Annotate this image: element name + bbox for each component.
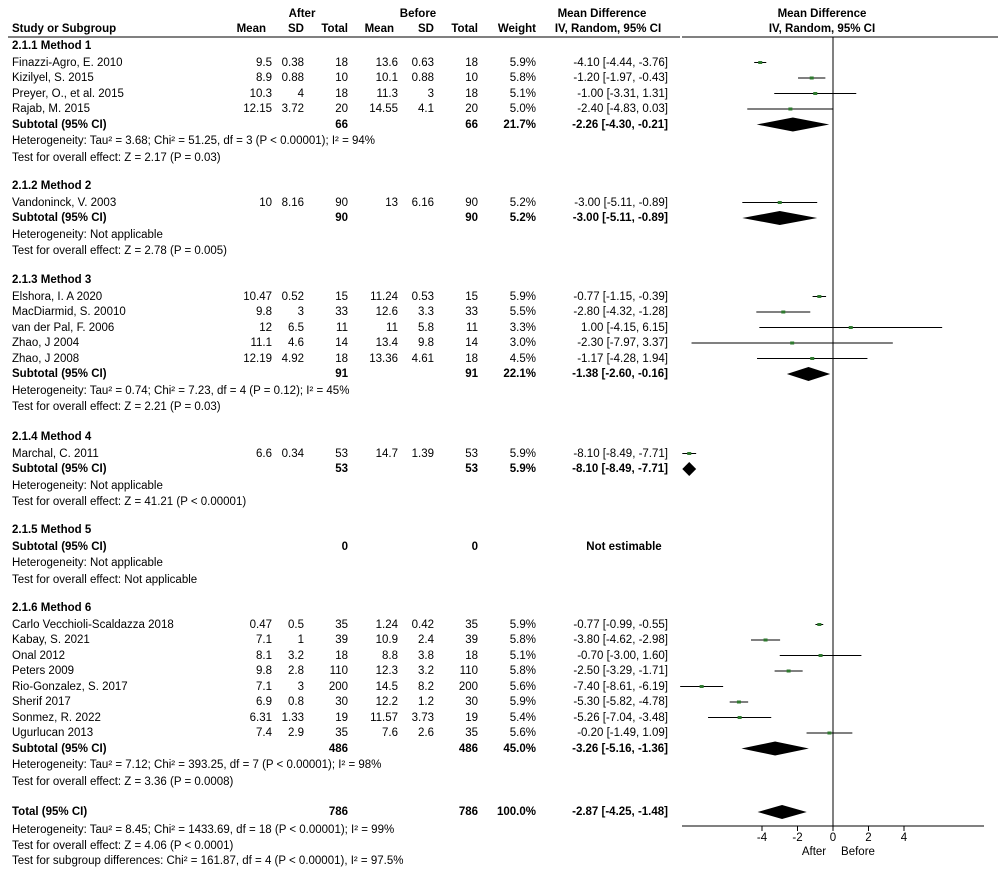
before-total-header: Total — [451, 23, 478, 35]
subtotal-after-total: 91 — [335, 368, 348, 380]
study-name: Ugurlucan 2013 — [12, 727, 94, 739]
before-total: 35 — [465, 618, 478, 631]
after-total: 15 — [335, 290, 348, 303]
before-mean-header: Mean — [364, 23, 394, 35]
before-total: 20 — [465, 103, 478, 115]
subtotal-ci: -2.26 [-4.30, -0.21] — [572, 118, 668, 131]
group-note: Test for overall effect: Not applicable — [12, 573, 198, 586]
footer-note: Test for subgroup differences: Chi² = 161.87, df = 4 (P < 0.00001), I² = 97.5% — [12, 855, 404, 867]
weight: 5.9% — [509, 447, 536, 460]
before-mean: 13.4 — [375, 337, 398, 349]
after-total: 18 — [335, 352, 348, 365]
before-mean: 12.6 — [375, 306, 398, 318]
after-total: 200 — [328, 680, 348, 693]
before-mean: 13.6 — [375, 56, 398, 69]
group-title: 2.1.1 Method 1 — [12, 40, 92, 52]
after-mean: 8.9 — [256, 72, 272, 84]
point-estimate-marker — [790, 342, 794, 345]
weight: 5.2% — [509, 196, 536, 209]
md-ci: -1.00 [-3.31, 1.31] — [577, 87, 668, 100]
before-sd: 3.3 — [418, 306, 434, 318]
before-sd: 3.2 — [418, 665, 434, 677]
subtotal-diamond — [787, 367, 830, 381]
subtotal-diamond — [741, 742, 808, 756]
point-estimate-marker — [849, 326, 853, 329]
total-before: 786 — [458, 806, 478, 818]
x-tick-label: 2 — [865, 832, 872, 844]
weight: 5.9% — [509, 290, 536, 303]
study-name: Sonmez, R. 2022 — [12, 711, 101, 724]
point-estimate-marker — [813, 92, 817, 95]
after-mean: 10.47 — [243, 290, 272, 303]
subtotal-label: Subtotal (95% CI) — [12, 118, 107, 131]
before-total: 18 — [465, 352, 478, 365]
plot-sub-header: IV, Random, 95% CI — [768, 23, 876, 35]
weight: 5.4% — [509, 711, 536, 724]
group-note: Test for overall effect: Z = 2.21 (P = 0.03) — [12, 401, 221, 413]
after-mean: 9.5 — [256, 56, 272, 69]
after-total-header: Total — [321, 23, 348, 35]
before-mean: 11 — [386, 321, 398, 334]
after-axis-label: After — [801, 846, 827, 858]
study-name: Vandoninck, V. 2003 — [12, 196, 117, 209]
after-sd: 0.52 — [281, 290, 304, 303]
after-sd: 6.5 — [288, 321, 304, 334]
before-mean: 7.6 — [382, 727, 398, 739]
study-name: Marchal, C. 2011 — [12, 447, 99, 460]
weight: 5.9% — [509, 696, 536, 708]
study-name: van der Pal, F. 2006 — [12, 321, 115, 334]
before-total: 19 — [465, 711, 478, 724]
md-ci: -2.80 [-4.32, -1.28] — [573, 306, 668, 318]
after-sd: 1.33 — [281, 711, 304, 724]
weight: 3.0% — [509, 337, 536, 349]
point-estimate-marker — [764, 639, 768, 642]
md-ci: 1.00 [-4.15, 6.15] — [581, 321, 668, 334]
study-name: Rio-Gonzalez, S. 2017 — [12, 680, 128, 693]
total-weight: 100.0% — [496, 806, 536, 818]
after-mean: 9.8 — [256, 306, 272, 318]
after-sd: 3 — [297, 306, 304, 318]
md-ci: -2.40 [-4.83, 0.03] — [577, 103, 668, 115]
before-mean: 10.9 — [375, 634, 398, 646]
after-total: 11 — [336, 321, 348, 334]
subtotal-ci: -8.10 [-8.49, -7.71] — [572, 463, 668, 475]
subtotal-weight: 5.9% — [509, 463, 536, 475]
before-total: 10 — [465, 72, 478, 84]
weight-header: Weight — [497, 23, 536, 35]
before-total: 90 — [465, 196, 478, 209]
after-total: 35 — [335, 727, 348, 739]
before-mean: 8.8 — [382, 649, 398, 662]
md-ci: -0.20 [-1.49, 1.09] — [577, 727, 668, 739]
subtotal-before-total: 486 — [458, 742, 478, 755]
subtotal-after-total: 66 — [335, 118, 348, 131]
point-estimate-marker — [810, 77, 814, 80]
before-total: 18 — [465, 56, 478, 69]
group-note: Test for overall effect: Z = 2.17 (P = 0.03) — [12, 151, 221, 164]
md-ci: -1.20 [-1.97, -0.43] — [573, 72, 668, 84]
subtotal-ci: -3.00 [-5.11, -0.89] — [572, 212, 668, 224]
md-ci: -2.50 [-3.29, -1.71] — [573, 665, 668, 677]
weight: 5.5% — [509, 306, 536, 318]
after-mean: 12.19 — [243, 352, 272, 365]
before-mean: 14.55 — [369, 103, 398, 115]
after-sd: 3 — [297, 680, 304, 693]
after-sd: 0.88 — [281, 72, 304, 84]
subtotal-after-total: 0 — [341, 540, 348, 553]
before-sd: 1.39 — [411, 447, 434, 460]
footer-note: Test for overall effect: Z = 4.06 (P < 0.0001) — [12, 839, 234, 852]
after-total: 18 — [335, 87, 348, 100]
point-estimate-marker — [781, 311, 785, 314]
point-estimate-marker — [810, 357, 814, 360]
after-total: 33 — [335, 306, 348, 318]
before-sd: 0.88 — [411, 72, 434, 84]
after-sd: 0.5 — [288, 618, 304, 631]
group-note: Test for overall effect: Z = 3.36 (P = 0.0008) — [12, 775, 234, 788]
point-estimate-marker — [700, 685, 704, 688]
subtotal-before-total: 91 — [465, 368, 478, 380]
before-total: 110 — [459, 665, 478, 677]
after-mean: 11.1 — [250, 337, 272, 349]
after-total: 110 — [329, 665, 348, 677]
subtotal-label: Subtotal (95% CI) — [12, 212, 107, 224]
study-name: MacDiarmid, S. 20010 — [12, 306, 126, 318]
study-name: Zhao, J 2004 — [12, 337, 80, 349]
after-mean: 12 — [259, 321, 272, 334]
after-total: 30 — [335, 696, 348, 708]
weight: 5.9% — [509, 618, 536, 631]
weight: 5.1% — [509, 649, 536, 662]
before-sd: 3 — [427, 87, 434, 100]
group-note: Heterogeneity: Not applicable — [12, 479, 163, 492]
group-title: 2.1.6 Method 6 — [12, 602, 92, 614]
total-ci: -2.87 [-4.25, -1.48] — [572, 806, 668, 818]
after-total: 90 — [335, 196, 348, 209]
after-total: 35 — [335, 618, 348, 631]
subtotal-before-total: 66 — [465, 118, 478, 131]
before-header: Before — [399, 8, 437, 20]
md-ci: -2.30 [-7.97, 3.37] — [577, 337, 668, 349]
md-ci: -5.30 [-5.82, -4.78] — [573, 696, 668, 708]
after-sd: 3.2 — [288, 649, 304, 662]
after-total: 14 — [335, 337, 348, 349]
before-total: 15 — [465, 290, 478, 303]
study-name: Finazzi-Agro, E. 2010 — [12, 56, 123, 69]
after-mean: 10 — [259, 196, 272, 209]
study-name: Kabay, S. 2021 — [12, 634, 90, 646]
before-mean: 1.24 — [375, 618, 398, 631]
weight: 5.9% — [509, 56, 536, 69]
md-ci: -8.10 [-8.49, -7.71] — [573, 447, 668, 460]
md-ci: -0.77 [-0.99, -0.55] — [573, 618, 668, 631]
subtotal-before-total: 0 — [471, 540, 478, 553]
after-mean: 10.3 — [249, 87, 272, 100]
subtotal-after-total: 486 — [328, 742, 348, 755]
after-mean: 12.15 — [243, 103, 272, 115]
x-tick-label: 0 — [829, 832, 837, 844]
study-name: Zhao, J 2008 — [12, 352, 80, 365]
subtotal-label: Subtotal (95% CI) — [12, 463, 107, 475]
before-total: 11 — [466, 321, 478, 334]
x-tick-label: 4 — [900, 832, 908, 844]
point-estimate-marker — [819, 654, 823, 657]
before-total: 35 — [465, 727, 478, 739]
before-sd: 6.16 — [411, 196, 434, 209]
subtotal-weight: 22.1% — [503, 368, 536, 380]
after-sd-header: SD — [288, 23, 304, 35]
subtotal-after-total: 90 — [335, 212, 348, 224]
before-mean: 13 — [385, 196, 398, 209]
group-note: Heterogeneity: Tau² = 3.68; Chi² = 51.25, df = 3 (P < 0.00001); I² = 94% — [12, 135, 376, 147]
point-estimate-marker — [737, 701, 741, 704]
before-sd: 3.73 — [411, 711, 434, 724]
group-note: Test for overall effect: Z = 2.78 (P = 0.005) — [12, 245, 227, 257]
point-estimate-marker — [787, 670, 791, 673]
study-name: Kizilyel, S. 2015 — [12, 72, 94, 84]
subtotal-weight: 45.0% — [503, 742, 536, 755]
before-mean: 11.57 — [370, 711, 398, 724]
group-note: Heterogeneity: Not applicable — [12, 228, 163, 241]
md-ci: -3.80 [-4.62, -2.98] — [573, 634, 668, 646]
md-ci: -0.77 [-1.15, -0.39] — [573, 290, 668, 303]
x-tick-label: -2 — [792, 832, 803, 844]
group-title: 2.1.3 Method 3 — [12, 274, 92, 286]
point-estimate-marker — [738, 716, 742, 719]
point-estimate-marker — [778, 201, 782, 204]
before-sd: 4.1 — [418, 103, 434, 115]
before-total: 39 — [465, 634, 478, 646]
before-total: 30 — [465, 696, 478, 708]
md-ci: -5.26 [-7.04, -3.48] — [573, 711, 668, 724]
after-total: 19 — [335, 711, 348, 724]
subtotal-after-total: 53 — [335, 463, 348, 475]
subtotal-before-total: 53 — [465, 463, 478, 475]
after-total: 39 — [335, 634, 348, 646]
after-mean: 0.47 — [249, 618, 272, 631]
group-note: Test for overall effect: Z = 41.21 (P < 0.00001) — [12, 496, 247, 508]
after-mean: 7.1 — [256, 634, 272, 646]
weight: 5.8% — [509, 72, 536, 84]
before-sd: 2.4 — [418, 634, 434, 646]
after-sd: 3.72 — [281, 103, 304, 115]
before-mean: 10.1 — [375, 72, 398, 84]
total-after: 786 — [328, 806, 348, 818]
md-ci: -7.40 [-8.61, -6.19] — [573, 680, 668, 693]
after-mean: 9.8 — [256, 665, 272, 677]
study-name: Peters 2009 — [12, 665, 75, 677]
after-header: After — [288, 8, 316, 20]
subtotal-diamond — [757, 118, 830, 132]
weight: 3.3% — [509, 321, 536, 334]
after-total: 18 — [335, 649, 348, 662]
before-mean: 12.3 — [375, 665, 398, 677]
subtotal-ci: Not estimable — [586, 540, 662, 553]
before-sd: 0.63 — [411, 56, 434, 69]
before-total: 14 — [465, 337, 478, 349]
before-sd-header: SD — [418, 23, 434, 35]
after-sd: 0.8 — [288, 696, 304, 708]
before-mean: 13.36 — [369, 352, 398, 365]
subtotal-ci: -1.38 [-2.60, -0.16] — [572, 368, 668, 380]
md-sub-header: IV, Random, 95% CI — [554, 23, 662, 35]
weight: 4.5% — [509, 352, 536, 365]
point-estimate-marker — [788, 108, 792, 111]
study-name: Preyer, O., et al. 2015 — [12, 87, 124, 100]
group-title: 2.1.4 Method 4 — [12, 431, 92, 443]
before-mean: 14.5 — [375, 680, 398, 693]
point-estimate-marker — [758, 61, 762, 64]
before-axis-label: Before — [841, 846, 875, 858]
before-sd: 2.6 — [418, 727, 434, 739]
after-sd: 2.8 — [288, 665, 304, 677]
after-mean: 7.1 — [256, 680, 272, 693]
before-sd: 0.42 — [411, 618, 434, 631]
before-total: 18 — [465, 649, 478, 662]
point-estimate-marker — [817, 623, 821, 626]
after-sd: 0.38 — [281, 56, 304, 69]
after-mean: 7.4 — [256, 727, 272, 739]
md-ci: -0.70 [-3.00, 1.60] — [577, 649, 668, 662]
after-sd: 1 — [297, 634, 304, 646]
study-name: Elshora, I. A 2020 — [12, 290, 103, 303]
weight: 5.8% — [509, 665, 536, 677]
weight: 5.6% — [509, 727, 536, 739]
subtotal-diamond — [682, 462, 696, 476]
before-sd: 3.8 — [418, 649, 434, 662]
after-sd: 8.16 — [281, 196, 304, 209]
before-sd: 9.8 — [418, 337, 434, 349]
after-mean: 6.31 — [249, 711, 272, 724]
before-mean: 11.24 — [370, 290, 398, 303]
after-total: 18 — [335, 56, 348, 69]
md-header: Mean Difference — [557, 8, 647, 20]
subtotal-ci: -3.26 [-5.16, -1.36] — [572, 742, 668, 755]
before-mean: 14.7 — [375, 447, 398, 460]
group-note: Heterogeneity: Not applicable — [12, 557, 163, 569]
before-total: 200 — [458, 680, 478, 693]
before-total: 18 — [465, 87, 478, 100]
total-label: Total (95% CI) — [12, 806, 88, 818]
subtotal-label: Subtotal (95% CI) — [12, 540, 107, 553]
subtotal-weight: 5.2% — [509, 212, 536, 224]
md-ci: -3.00 [-5.11, -0.89] — [574, 196, 668, 209]
after-total: 10 — [335, 72, 348, 84]
md-ci: -1.17 [-4.28, 1.94] — [577, 352, 668, 365]
group-title: 2.1.5 Method 5 — [12, 524, 92, 536]
study-name: Carlo Vecchioli-Scaldazza 2018 — [12, 618, 174, 631]
x-tick-label: -4 — [756, 832, 768, 844]
group-note: Heterogeneity: Tau² = 7.12; Chi² = 393.25, df = 7 (P < 0.00001); I² = 98% — [12, 759, 382, 771]
after-sd: 4.6 — [288, 337, 304, 349]
before-total: 33 — [465, 306, 478, 318]
total-diamond — [758, 805, 807, 819]
study-name: Onal 2012 — [12, 649, 66, 662]
before-mean: 12.2 — [375, 696, 398, 708]
before-total: 53 — [465, 447, 478, 460]
point-estimate-marker — [817, 295, 821, 298]
after-mean: 8.1 — [256, 649, 272, 662]
subtotal-label: Subtotal (95% CI) — [12, 368, 107, 380]
subtotal-diamond — [742, 211, 817, 225]
after-mean: 6.9 — [256, 696, 272, 708]
after-sd: 4.92 — [281, 352, 304, 365]
weight: 5.8% — [509, 634, 536, 646]
before-sd: 4.61 — [411, 352, 434, 365]
after-sd: 0.34 — [281, 447, 304, 460]
md-ci: -4.10 [-4.44, -3.76] — [573, 56, 668, 69]
weight: 5.0% — [509, 103, 536, 115]
before-sd: 8.2 — [418, 680, 434, 693]
subtotal-before-total: 90 — [465, 212, 478, 224]
before-mean: 11.3 — [376, 87, 398, 100]
point-estimate-marker — [827, 732, 831, 735]
weight: 5.6% — [509, 680, 536, 693]
study-name: Sherif 2017 — [12, 696, 71, 708]
after-mean: 6.6 — [256, 447, 272, 460]
after-sd: 4 — [297, 87, 304, 100]
after-sd: 2.9 — [288, 727, 304, 739]
group-note: Heterogeneity: Tau² = 0.74; Chi² = 7.23, df = 4 (P = 0.12); I² = 45% — [12, 384, 350, 397]
after-mean-header: Mean — [236, 23, 266, 35]
before-sd: 5.8 — [418, 321, 434, 334]
study-header: Study or Subgroup — [12, 23, 117, 35]
before-sd: 1.2 — [418, 696, 434, 708]
before-sd: 0.53 — [411, 290, 434, 303]
after-total: 20 — [335, 103, 348, 115]
study-name: Rajab, M. 2015 — [12, 103, 90, 115]
subtotal-label: Subtotal (95% CI) — [12, 742, 107, 755]
point-estimate-marker — [687, 452, 691, 455]
plot-header: Mean Difference — [777, 8, 867, 20]
after-total: 53 — [335, 447, 348, 460]
weight: 5.1% — [509, 87, 536, 100]
group-title: 2.1.2 Method 2 — [12, 180, 92, 192]
footer-note: Heterogeneity: Tau² = 8.45; Chi² = 1433.69, df = 18 (P < 0.00001); I² = 99% — [12, 824, 395, 836]
subtotal-weight: 21.7% — [503, 118, 536, 131]
